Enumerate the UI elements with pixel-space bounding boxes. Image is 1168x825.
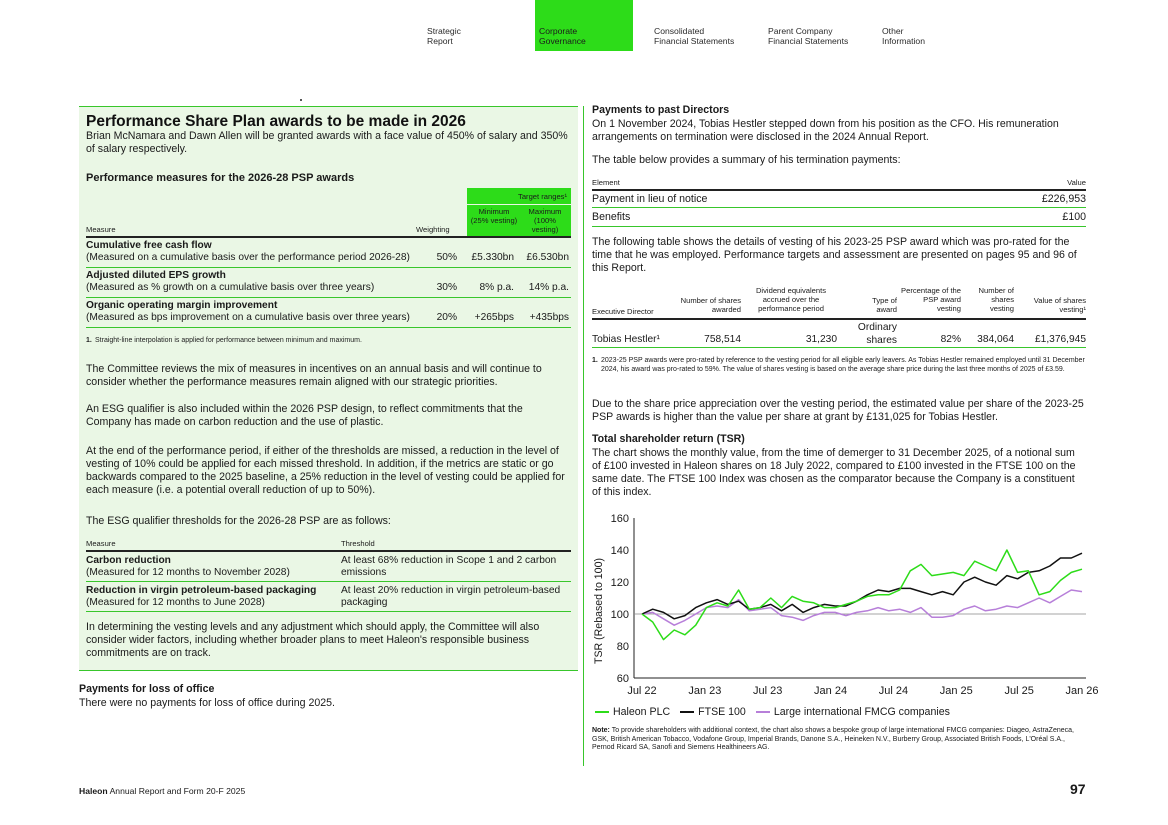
esg-measure-name: Reduction in virgin petroleum-based packaging xyxy=(86,585,317,596)
legend-swatch-fmcg xyxy=(756,711,770,713)
x-tick-label: Jul 22 xyxy=(627,685,657,697)
y-tick-label: 120 xyxy=(610,577,629,589)
chart-note xyxy=(592,727,1086,753)
loss-of-office-text: There were no payments for loss of office during 2025. xyxy=(79,697,335,709)
termination-value: £100 xyxy=(1062,211,1086,223)
x-tick-label: Jan 24 xyxy=(814,685,848,697)
paragraph: At the end of the performance period, if either of the thresholds are missed, a reduction in the level of vesting of 10% could be applied for each missed threshold. In addition, if the metrics are static or go backwards compared to the 2025 baseline, a 25% reduction in the level of vesting could be applied for each measure (i.e. a potential overall reduction of up to 50%). xyxy=(86,445,565,496)
legend-label: FTSE 100 xyxy=(698,706,746,718)
measure-weight: 20% xyxy=(436,312,457,323)
col-shares-awarded: Number of shares awarded xyxy=(680,296,741,314)
y-tick-label: 80 xyxy=(616,641,629,653)
nav-label: Governance xyxy=(539,36,586,46)
note-label: Note: xyxy=(592,727,610,734)
vest-num: 384,064 xyxy=(977,334,1014,345)
nav-consolidated-financial-statements[interactable] xyxy=(650,26,734,52)
past-directors-text: The table below provides a summary of his termination payments: xyxy=(592,154,901,166)
psp-intro: Brian McNamara and Dawn Allen will be granted awards with a face value of 450% of salary and 350% of salary respectively. xyxy=(86,130,568,155)
past-directors-text: On 1 November 2024, Tobias Hestler stepped down from his position as the CFO. His remuneration arrangements on termination were disclosed in the 2024 Annual Report. xyxy=(592,118,1059,143)
legend-swatch-haleon xyxy=(595,711,609,713)
nav-label: Consolidated xyxy=(654,26,705,36)
x-tick-label: Jan 23 xyxy=(688,685,722,697)
top-navigation xyxy=(0,26,1168,52)
note-text: To provide shareholders with additional context, the chart also shows a bespoke group of large international FMCG companies: Diageo, AstraZeneca, GSK, British American Tobacco, Vodafone Group, Imperial Brands, Danone S.A., Heineken N.V., Burberry Group, Associated British Foods, L'Oréal S.A., Pernod Ricard SA, Sanofi and Siemens Healthineers AG. xyxy=(592,727,1074,751)
esg-measure-desc: (Measured for 12 months to June 2028) xyxy=(86,597,265,608)
legend-swatch-ftse xyxy=(680,711,694,713)
vesting-header-rule xyxy=(592,318,1086,320)
chart-legend xyxy=(595,706,950,718)
tsr-text: The chart shows the monthly value, from the time of demerger to 31 December 2025, of a notional sum of £100 invested in Haleon shares on 18 July 2022, compared to £100 invested in the FTSE 100 on the same date. The FTSE 100 Index was chosen as the comparator because the Company is a constituent of this index. xyxy=(592,447,1076,498)
psp-subhead: Performance measures for the 2026-28 PSP awards xyxy=(86,172,355,184)
measure-max: 14% p.a. xyxy=(528,282,569,293)
page-number: 97 xyxy=(1070,781,1086,797)
x-tick-label: Jul 23 xyxy=(753,685,783,697)
vest-footnote: 2023-25 PSP awards were pro-rated by reference to the vesting period for all eligible early leavers. As Tobias Hestler remained employed until 31 December 2024, his award was pro-rated to 59%. The value of shares vesting is based on the average share price during the last three months of 2025 of £3.59. xyxy=(601,357,1085,373)
psp-panel xyxy=(79,106,578,671)
row-rule xyxy=(86,327,571,328)
loss-of-office-heading: Payments for loss of office xyxy=(79,683,215,695)
legend-item xyxy=(595,706,670,718)
measure-desc: (Measured as % growth on a cumulative basis over three years) xyxy=(86,282,375,293)
vest-type: Ordinary shares xyxy=(857,322,897,346)
y-tick-label: 100 xyxy=(610,609,629,621)
measure-desc: (Measured as bps improvement on a cumulative basis over three years) xyxy=(86,312,410,323)
tsr-heading: Total shareholder return (TSR) xyxy=(592,433,745,445)
measure-min: +265bps xyxy=(474,312,514,323)
termination-header-rule xyxy=(592,189,1086,191)
termination-value: £226,953 xyxy=(1041,193,1086,205)
col-dividend-equivalents: Dividend equivalents accrued over the performance period xyxy=(755,286,827,313)
nav-label: Report xyxy=(427,36,453,46)
measure-min: 8% p.a. xyxy=(479,282,514,293)
nav-label: Information xyxy=(882,36,925,46)
vest-shares: 758,514 xyxy=(704,334,741,345)
measure-min: £5.330bn xyxy=(471,252,514,263)
row-rule xyxy=(592,207,1086,208)
measure-name: Cumulative free cash flow xyxy=(86,240,212,251)
series-line-ftse-100 xyxy=(642,553,1082,619)
esg-header-rule xyxy=(86,550,571,552)
measure-desc: (Measured on a cumulative basis over the performance period 2026-28) xyxy=(86,252,410,263)
psp-title: Performance Share Plan awards to be made in 2026 xyxy=(86,113,466,130)
nav-other-information[interactable] xyxy=(878,26,925,52)
esg-col-measure: Measure xyxy=(86,539,116,548)
col-maximum: Maximum (100% vesting) xyxy=(528,207,562,234)
legend-label: Haleon PLC xyxy=(613,706,671,718)
col-element: Element xyxy=(592,178,620,187)
nav-label: Other xyxy=(882,26,904,36)
y-tick-label: 60 xyxy=(616,673,629,685)
y-axis-label: TSR (Rebased to 100) xyxy=(593,558,605,664)
paragraph: An ESG qualifier is also included within the 2026 PSP design, to reflect commitments that the Company has made on carbon reduction and the use of plastic. xyxy=(86,403,523,428)
termination-element: Benefits xyxy=(592,211,631,223)
col-value: Value xyxy=(1067,178,1086,187)
esg-threshold: At least 20% reduction in virgin petroleum-based packaging xyxy=(341,585,561,608)
tsr-chart xyxy=(590,508,1099,723)
esg-threshold: At least 68% reduction in Scope 1 and 2 carbon emissions xyxy=(341,555,557,578)
x-tick-label: Jan 26 xyxy=(1065,685,1099,697)
nav-label: Financial Statements xyxy=(654,36,735,46)
measure-name: Organic operating margin improvement xyxy=(86,300,278,311)
x-tick-label: Jul 25 xyxy=(1004,685,1034,697)
measure-max: £6.530bn xyxy=(526,252,569,263)
row-rule xyxy=(592,347,1086,348)
footnote-number: 1. xyxy=(86,337,92,344)
col-minimum: Minimum (25% vesting) xyxy=(470,207,518,225)
footnote-text: Straight-line interpolation is applied for performance between minimum and maximum. xyxy=(95,337,362,344)
esg-measure-name: Carbon reduction xyxy=(86,555,171,566)
nav-corporate-governance[interactable] xyxy=(535,0,633,51)
measure-max: +435bps xyxy=(529,312,569,323)
legend-item xyxy=(756,706,950,718)
vest-pct: 82% xyxy=(940,334,961,345)
row-rule xyxy=(86,267,571,268)
footer xyxy=(79,786,245,796)
paragraph: The ESG qualifier thresholds for the 2026-28 PSP are as follows: xyxy=(86,515,391,527)
past-directors-text: The following table shows the details of vesting of his 2023-25 PSP award which was pro-rated for the time that he was employed. Performance targets and assessment are presented on pages 95 and 96 of this Report. xyxy=(592,236,1077,274)
termination-element: Payment in lieu of notice xyxy=(592,193,708,205)
column-divider xyxy=(583,106,584,766)
col-measure: Measure xyxy=(86,225,116,234)
header-rule xyxy=(86,236,571,238)
row-rule xyxy=(86,297,571,298)
measure-weight: 50% xyxy=(436,252,457,263)
legend-item xyxy=(680,706,746,718)
x-tick-label: Jul 24 xyxy=(878,685,909,697)
target-ranges-header: Target ranges¹ xyxy=(518,192,567,201)
y-tick-label: 160 xyxy=(610,513,629,525)
tsr-chart-svg xyxy=(590,508,1099,708)
nav-strategic-report[interactable] xyxy=(423,26,461,52)
col-number-vesting: Number of shares vesting xyxy=(978,286,1014,313)
esg-row-rule xyxy=(86,611,571,612)
series-line-haleon-plc xyxy=(642,550,1082,640)
y-tick-label: 140 xyxy=(610,545,629,557)
esg-col-threshold: Threshold xyxy=(341,539,375,548)
vest-director: Tobias Hestler¹ xyxy=(592,334,660,345)
footer-brand: Haleon xyxy=(79,786,108,796)
col-type-of-award: Type of award xyxy=(872,296,897,314)
past-directors-text: Due to the share price appreciation over the vesting period, the estimated value per share of the 2023-25 PSP awards is higher than the value per share at grant by £131,025 for Tobias Hestler. xyxy=(592,398,1084,423)
legend-label: Large international FMCG companies xyxy=(773,706,950,718)
past-directors-heading: Payments to past Directors xyxy=(592,104,730,116)
nav-label: Strategic xyxy=(427,26,461,36)
esg-row-rule xyxy=(86,581,571,582)
measure-weight: 30% xyxy=(436,282,457,293)
esg-measure-desc: (Measured for 12 months to November 2028) xyxy=(86,567,290,578)
footer-report-title: Annual Report and Form 20-F 2025 xyxy=(109,786,246,796)
col-executive-director: Executive Director xyxy=(592,307,654,316)
nav-parent-company-financial-statements[interactable] xyxy=(764,26,848,52)
nav-label: Corporate xyxy=(539,26,578,36)
nav-label: Parent Company xyxy=(768,26,833,36)
paragraph: The Committee reviews the mix of measures in incentives on an annual basis and will continue to consider whether the performance measures remain aligned with our strategic priorities. xyxy=(86,363,542,388)
col-weighting: Weighting xyxy=(416,225,450,234)
paragraph: In determining the vesting levels and any adjustment which should apply, the Committee will also consider wider factors, including whether broader plans to meet Haleon's responsible business commitments are on track. xyxy=(86,621,540,659)
vest-dividend: 31,230 xyxy=(805,334,837,345)
measure-name: Adjusted diluted EPS growth xyxy=(86,270,226,281)
x-tick-label: Jan 25 xyxy=(939,685,973,697)
vest-value: £1,376,945 xyxy=(1035,334,1086,345)
row-rule xyxy=(592,226,1086,227)
stray-dot xyxy=(300,99,302,101)
nav-label: Financial Statements xyxy=(768,36,849,46)
col-percentage-vesting: Percentage of the PSP award vesting xyxy=(901,286,961,313)
vest-footnote-number: 1. xyxy=(592,357,598,364)
col-value-vesting: Value of shares vesting¹ xyxy=(1033,296,1086,314)
